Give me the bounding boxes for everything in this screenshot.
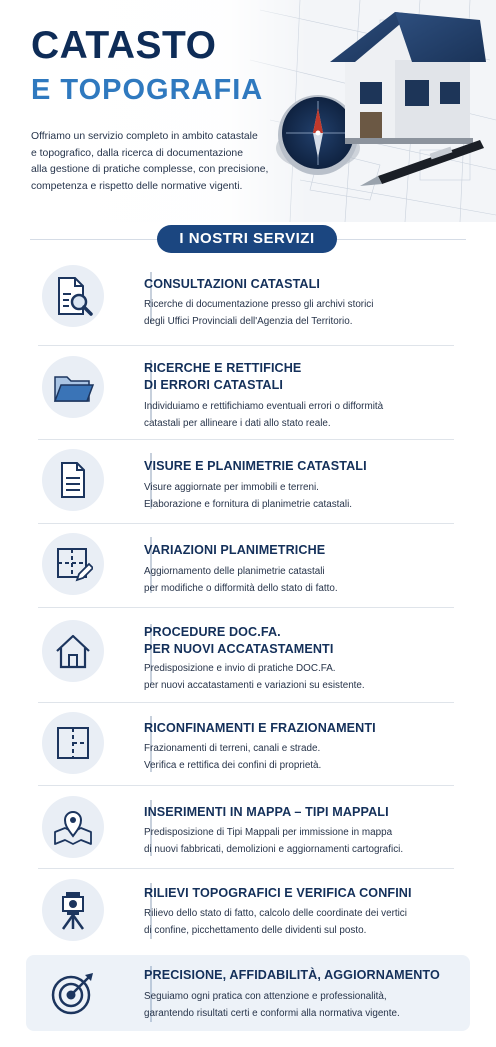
service-item [30, 792, 466, 870]
service-title: RICERCHE E RETTIFICHE DI ERRORI CATASTALI [144, 361, 302, 392]
service-title: CONSULTAZIONI CATASTALI [144, 277, 321, 291]
house-icon [42, 620, 104, 682]
hero [0, 0, 496, 222]
intro-line: competenza e rispetto delle normative vigenti. [31, 180, 243, 192]
service-description: Individuiamo e rettifichiamo eventuali errori o difformità catastali per allineare i dati allo stato reale. [144, 401, 384, 429]
document-search-icon [42, 265, 104, 327]
total-station-icon [42, 879, 104, 941]
parcel-split-icon [42, 712, 104, 774]
service-title: VARIAZIONI PLANIMETRICHE [144, 543, 326, 557]
intro-line: alla gestione di pratiche complesse, con precisione, [31, 164, 269, 175]
row-separator [38, 523, 454, 524]
page-subtitle: E TOPOGRAFIA [31, 74, 264, 106]
service-description: Seguiamo ogni pratica con attenzione e professionalità, garantendo risultati certi e conformi alla normativa vigente. [144, 991, 400, 1019]
service-item [30, 350, 466, 436]
page-title: CATASTO [31, 24, 217, 67]
service-title: PRECISIONE, AFFIDABILITÀ, AGGIORNAMENTO [144, 968, 440, 982]
row-separator [38, 785, 454, 786]
service-title: RICONFINAMENTI E FRAZIONAMENTI [144, 721, 376, 735]
row-separator [38, 607, 454, 608]
service-item [30, 262, 466, 342]
service-description: Predisposizione di Tipi Mappali per immissione in mappa di nuovi fabbricati, demolizioni e aggiornamenti cartografici. [144, 827, 404, 855]
service-description: Predisposizione e invio di pratiche DOC.FA. per nuovi accatastamenti e variazioni su esistente. [144, 663, 365, 691]
service-title: INSERIMENTI IN MAPPA – TIPI MAPPALI [144, 805, 389, 819]
service-item [30, 960, 466, 1030]
service-item [30, 445, 466, 521]
service-description: Aggiornamento delle planimetrie catastali per modifiche o difformità dello stato di fatto. [144, 566, 338, 594]
row-separator [38, 868, 454, 869]
intro-line: e topografico, dalla ricerca di documentazione [31, 147, 243, 159]
service-item [30, 614, 466, 700]
row-separator [38, 702, 454, 703]
service-description: Frazionamenti di terreni, canali e strade. Verifica e rettifica dei confini di proprietà. [144, 743, 322, 771]
service-title: RILIEVI TOPOGRAFICI E VERIFICA CONFINI [144, 886, 412, 900]
floorplan-edit-icon [42, 533, 104, 595]
service-title: PROCEDURE DOC.FA. PER NUOVI ACCATASTAMENTI [144, 625, 334, 656]
document-icon [42, 449, 104, 511]
service-item [30, 529, 466, 605]
target-icon [42, 962, 104, 1024]
row-separator [38, 345, 454, 346]
service-title: VISURE E PLANIMETRIE CATASTALI [144, 459, 367, 473]
service-description: Rilievo dello stato di fatto, calcolo delle coordinate dei vertici di confine, picchettamento delle dividenti sul posto. [144, 908, 407, 936]
intro-line: Offriamo un servizio completo in ambito catastale [31, 131, 258, 142]
row-separator [38, 439, 454, 440]
section-header: I NOSTRI SERVIZI [157, 225, 337, 253]
service-item [30, 708, 466, 788]
service-description: Ricerche di documentazione presso gli archivi storici degli Uffici Provinciali dell'Agenzia del Territorio. [144, 299, 374, 327]
intro-text [31, 129, 281, 195]
service-description: Visure aggiornate per immobili e terreni. Elaborazione e fornitura di planimetrie catastali. [144, 482, 353, 510]
map-pin-icon [42, 796, 104, 858]
folder-icon [42, 356, 104, 418]
service-item [30, 875, 466, 951]
